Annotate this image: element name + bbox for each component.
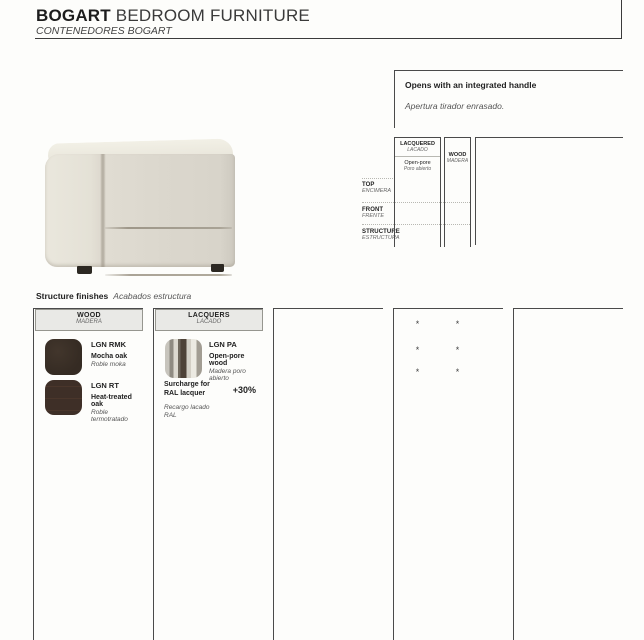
table-column-wood: [444, 137, 471, 377]
swatch-name: Heat-treated oak: [91, 394, 132, 408]
column-header-en: WOOD: [448, 152, 467, 158]
nightstand-body: [45, 154, 235, 267]
column-header-es: LACADO: [407, 147, 428, 153]
swatch-name-es: Roble moka: [91, 361, 126, 368]
swatch-name: Mocha oak: [91, 353, 128, 360]
column-header-en: LACQUERED: [400, 141, 435, 147]
nightstand-drawer-gap: [105, 227, 232, 229]
finish-header-en: LACQUERS: [188, 312, 230, 319]
surcharge-value: +30%: [232, 385, 256, 395]
column-header-divider: [395, 156, 440, 157]
finish-column-lacquers: [153, 308, 263, 640]
finish-header-es: LACADO: [196, 319, 222, 325]
surcharge-label-es: Recargo lacado RAL: [164, 403, 210, 420]
swatch-code: LGN PA: [209, 340, 237, 349]
feature-note-subtitle: Apertura tirador enrasado.: [405, 101, 505, 111]
column-option-en: Open-pore: [404, 160, 431, 166]
page-title-brand: BOGART: [36, 6, 111, 25]
availability-mark: *: [455, 367, 460, 377]
row-label-es: ESTRUCTURA: [362, 235, 400, 241]
finish-column-empty-3: [513, 308, 623, 640]
page-title-rest: BEDROOM FURNITURE: [110, 6, 310, 25]
row-label-es: FRENTE: [362, 213, 384, 219]
table-row-label-front: [362, 207, 394, 219]
finish-column-empty-2: [393, 308, 503, 640]
finish-column-header-lacquers: [155, 309, 263, 331]
page-corner-mark: [621, 0, 622, 38]
table-row-label-top: [362, 182, 394, 194]
row-label-en: TOP: [362, 182, 375, 188]
swatch-name-es: Roble termotratado: [91, 409, 128, 423]
row-label-es: ENCIMERA: [362, 188, 392, 194]
header-divider: [35, 38, 622, 39]
swatch-label-open-pore-wood: [209, 340, 263, 382]
structure-finishes-title: Structure finishes: [36, 291, 109, 301]
nightstand-left-foot: [77, 266, 92, 274]
row-label-en: FRONT: [362, 207, 384, 213]
swatch-label-heat-treated-oak: [91, 381, 143, 423]
feature-note-title: Opens with an integrated handle: [405, 80, 537, 90]
feature-note-box: [394, 70, 623, 128]
availability-mark: *: [415, 319, 420, 329]
availability-mark: *: [455, 319, 460, 329]
availability-mark: *: [415, 367, 420, 377]
page-subtitle: CONTENEDORES BOGART: [36, 25, 172, 37]
surcharge-label: Surcharge for RAL lacquer: [164, 381, 210, 397]
table-row-label-structure: [362, 229, 400, 241]
availability-mark: *: [455, 345, 460, 355]
finish-column-wood: [33, 308, 143, 640]
table-column-lacquered: [394, 137, 441, 377]
swatch-open-pore-wood: [165, 339, 202, 378]
nightstand-right-foot: [211, 264, 224, 272]
swatch-name-es: Madera poro abierto: [209, 368, 246, 382]
swatch-code: LGN RMK: [91, 340, 126, 349]
availability-mark: *: [415, 345, 420, 355]
column-header-es: MADERA: [446, 158, 469, 164]
finish-column-empty-1: [273, 308, 383, 640]
nightstand-base-groove: [105, 274, 232, 276]
table-separator: [362, 178, 393, 179]
finish-header-es: MADERA: [76, 319, 102, 325]
swatch-code: LGN RT: [91, 381, 119, 390]
ral-surcharge-note: [164, 381, 260, 421]
swatch-label-mocha-oak: [91, 340, 141, 368]
column-option-es: Poro abierto: [403, 166, 432, 172]
structure-finishes-title-es: Acabados estructura: [113, 291, 192, 301]
structure-finishes-heading: [36, 291, 191, 301]
page-title: [36, 6, 310, 26]
empty-spec-box: [475, 137, 623, 245]
finish-column-header-wood: [35, 309, 143, 331]
finish-header-en: WOOD: [77, 312, 101, 319]
product-photo-nightstand: [45, 138, 238, 278]
swatch-name: Open-pore wood: [209, 353, 245, 367]
swatch-heat-treated-oak: [45, 380, 82, 415]
swatch-mocha-oak: [45, 339, 82, 375]
row-label-en: STRUCTURE: [362, 229, 400, 235]
